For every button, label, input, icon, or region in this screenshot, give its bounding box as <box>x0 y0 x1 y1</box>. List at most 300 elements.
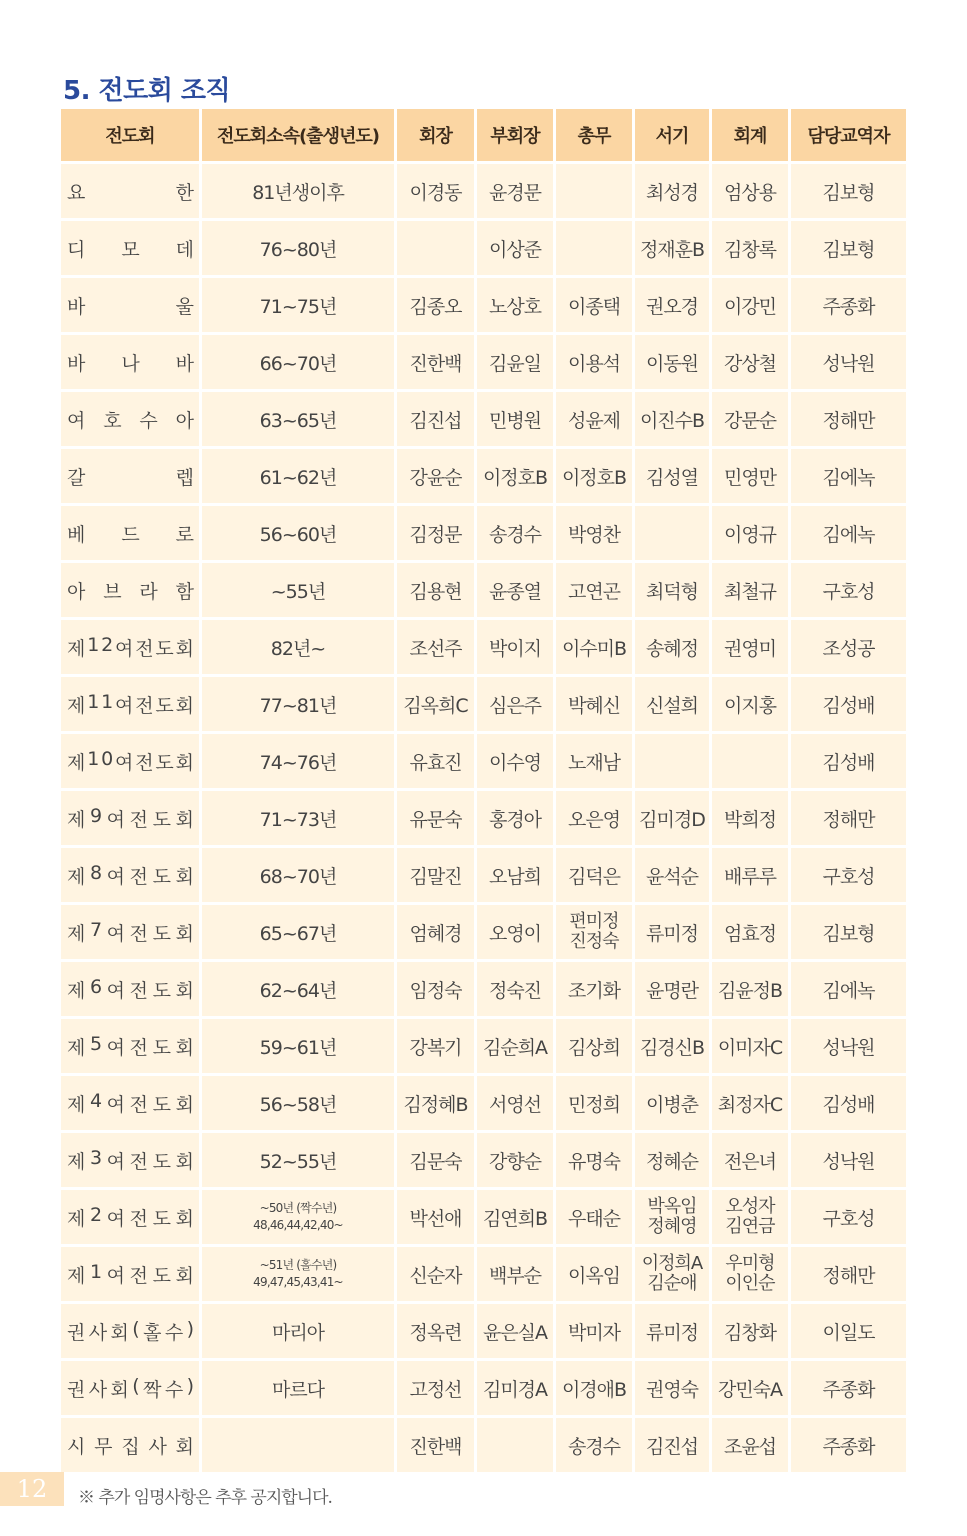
vice-chair-cell <box>477 962 556 1019</box>
group-name-char: 사 <box>88 1321 107 1344</box>
group-name-char: 전 <box>135 694 153 717</box>
pastor-cell <box>791 677 906 734</box>
group-name-cell <box>61 164 202 221</box>
vice-chair-cell <box>477 392 556 449</box>
group-name-char: 회 <box>175 922 193 945</box>
birth-year-cell <box>202 563 397 620</box>
group-name-char: 여 <box>115 751 133 774</box>
vice-chair-cell <box>477 905 556 962</box>
group-name <box>67 235 193 262</box>
vice-chair-text: 김미경A <box>482 1378 548 1401</box>
group-name-cell <box>61 335 202 392</box>
chair-cell <box>397 962 477 1019</box>
table-row <box>61 1133 906 1190</box>
birth-year-cell <box>202 1133 397 1190</box>
birth-year-text: 52~55년 <box>259 1150 337 1173</box>
chair-text: 박선애 <box>409 1207 462 1230</box>
secretary-cell <box>635 620 712 677</box>
general-affairs-text: 이수미B <box>561 637 627 660</box>
chair-text: 김옥희C <box>403 694 468 717</box>
general-affairs-text: 이종택 <box>567 295 621 318</box>
group-name <box>67 1147 193 1174</box>
vice-chair-cell <box>477 335 556 392</box>
general-affairs-text: 유명숙 <box>567 1150 621 1173</box>
vice-chair-text: 강향순 <box>488 1150 542 1173</box>
treasurer-cell <box>712 848 791 905</box>
general-affairs-cell <box>556 1247 635 1304</box>
secretary-cell <box>635 449 712 506</box>
group-name-char: 제 <box>67 1264 85 1287</box>
secretary-text: 정혜순 <box>645 1150 699 1173</box>
general-affairs-cell <box>556 1304 635 1361</box>
birth-year-cell <box>202 392 397 449</box>
page-number: 12 <box>0 1472 64 1506</box>
group-name-char: 짝 <box>143 1378 161 1401</box>
group-name-char: 전 <box>129 922 147 945</box>
vice-chair-text: 홍경아 <box>488 808 542 831</box>
header-vice-chair: 부회장 <box>477 109 556 164</box>
group-name-char: 제 <box>67 922 85 945</box>
birth-year-text: 76~80년 <box>259 238 337 261</box>
group-name-cell <box>61 1190 202 1247</box>
group-name <box>67 292 193 319</box>
birth-year-text: 71~75년 <box>259 295 337 318</box>
group-name <box>67 349 193 376</box>
pastor-text: 구호성 <box>822 865 875 888</box>
vice-chair-text: 김윤일 <box>488 352 542 375</box>
page-title: 5. 전도회 조직 <box>63 76 231 106</box>
group-name <box>67 577 193 604</box>
group-name-char: 호 <box>103 409 121 432</box>
vice-chair-text: 윤은실A <box>482 1321 548 1344</box>
group-name-char: 여 <box>115 637 133 660</box>
chair-text: 김정문 <box>409 523 462 546</box>
group-name-char: 드 <box>121 523 139 546</box>
group-name-char: 2 <box>101 633 113 656</box>
vice-chair-text: 김연희B <box>482 1207 548 1230</box>
birth-year-text: 56~60년 <box>259 523 337 546</box>
table-row <box>61 1361 906 1418</box>
pastor-cell <box>791 1190 906 1247</box>
group-name-char: 렙 <box>175 466 193 489</box>
treasurer-text: 김연금 <box>725 1216 775 1237</box>
group-name-cell <box>61 962 202 1019</box>
group-name-char: 도 <box>155 694 173 717</box>
group-name-char: 제 <box>67 979 85 1002</box>
table-row <box>61 1304 906 1361</box>
treasurer-cell <box>712 1418 791 1472</box>
group-name-cell <box>61 1418 202 1472</box>
treasurer-cell <box>712 620 791 677</box>
pastor-cell <box>791 620 906 677</box>
treasurer-text: 강민숙A <box>717 1378 783 1401</box>
group-name-char: 8 <box>89 861 102 884</box>
secretary-cell <box>635 335 712 392</box>
birth-year-text: ~55년 <box>270 580 326 603</box>
secretary-text: 류미정 <box>645 922 699 945</box>
vice-chair-text: 송경수 <box>488 523 542 546</box>
group-name-char: 사 <box>148 1435 166 1458</box>
pastor-text: 김성배 <box>822 1093 875 1116</box>
vice-chair-cell <box>477 1304 556 1361</box>
vice-chair-cell <box>477 791 556 848</box>
birth-year-text: 49,47,45,43,41~ <box>253 1275 343 1289</box>
general-affairs-cell <box>556 848 635 905</box>
group-name <box>67 805 193 832</box>
group-name-char: ) <box>186 1317 193 1340</box>
pastor-cell <box>791 962 906 1019</box>
birth-year-text: 56~58년 <box>259 1093 337 1116</box>
group-name <box>67 178 193 205</box>
chair-cell <box>397 1019 477 1076</box>
secretary-cell <box>635 278 712 335</box>
group-name-char: 제 <box>67 751 85 774</box>
table-row <box>61 221 906 278</box>
group-name-char: 바 <box>67 295 85 318</box>
pastor-text: 성낙원 <box>822 352 875 375</box>
general-affairs-cell <box>556 1190 635 1247</box>
group-name-char: 회 <box>175 1093 193 1116</box>
group-name-char: 도 <box>155 751 173 774</box>
birth-year-cell <box>202 164 397 221</box>
general-affairs-cell <box>556 677 635 734</box>
group-name-char: 권 <box>67 1321 85 1344</box>
group-name-char: 수 <box>139 409 157 432</box>
birth-year-text: ~51년 (홀수년) <box>259 1258 337 1273</box>
chair-cell <box>397 791 477 848</box>
table-body <box>61 164 906 1472</box>
group-name-char: 0 <box>101 747 113 770</box>
vice-chair-text: 이수영 <box>488 751 542 774</box>
group-name-char: 회 <box>175 808 193 831</box>
treasurer-text: 민영만 <box>723 466 777 489</box>
vice-chair-cell <box>477 1361 556 1418</box>
group-name-char: 도 <box>155 637 173 660</box>
vice-chair-cell <box>477 1133 556 1190</box>
secretary-cell <box>635 1361 712 1418</box>
chair-cell <box>397 1361 477 1418</box>
chair-cell <box>397 221 477 278</box>
secretary-text: 최덕형 <box>645 580 699 603</box>
group-name-char: 제 <box>67 1150 85 1173</box>
treasurer-cell <box>712 962 791 1019</box>
chair-cell <box>397 1418 477 1472</box>
table-row <box>61 791 906 848</box>
birth-year-cell <box>202 1247 397 1304</box>
group-name-cell <box>61 1133 202 1190</box>
vice-chair-text: 오남희 <box>488 865 542 888</box>
group-name <box>67 406 193 433</box>
secretary-text: 박옥임 <box>647 1195 697 1217</box>
general-affairs-text: 고연곤 <box>567 580 621 603</box>
secretary-cell <box>635 563 712 620</box>
group-name-cell <box>61 620 202 677</box>
group-name-char: 회 <box>175 751 193 774</box>
pastor-cell <box>791 734 906 791</box>
group-name-char: 함 <box>175 580 193 603</box>
header-pastor: 담당교역자 <box>791 109 906 164</box>
vice-chair-text: 정숙진 <box>488 979 542 1002</box>
birth-year-cell <box>202 1361 397 1418</box>
birth-year-text: 71~73년 <box>259 808 337 831</box>
group-name-cell <box>61 278 202 335</box>
birth-year-cell <box>202 1304 397 1361</box>
pastor-text: 정해만 <box>822 1264 875 1287</box>
group-name <box>67 463 193 490</box>
group-name-char: 한 <box>175 181 193 204</box>
secretary-cell <box>635 1304 712 1361</box>
vice-chair-cell <box>477 506 556 563</box>
pastor-cell <box>791 278 906 335</box>
secretary-text: 이정희A <box>641 1252 703 1274</box>
vice-chair-cell <box>477 164 556 221</box>
chair-text: 정옥련 <box>409 1321 462 1344</box>
group-name <box>67 520 193 547</box>
secretary-cell <box>635 506 712 563</box>
pastor-text: 구호성 <box>822 1207 875 1230</box>
group-name-char: 전 <box>135 751 153 774</box>
chair-text: 김말진 <box>409 865 462 888</box>
treasurer-cell <box>712 1304 791 1361</box>
chair-text: 김진섭 <box>409 409 462 432</box>
group-name-char: 라 <box>139 580 157 603</box>
group-name-cell <box>61 848 202 905</box>
secretary-cell <box>635 677 712 734</box>
general-affairs-text: 김덕은 <box>567 865 621 888</box>
birth-year-cell <box>202 848 397 905</box>
group-name-cell <box>61 734 202 791</box>
group-name-char: 여 <box>106 922 125 945</box>
group-name-char: 무 <box>94 1435 112 1458</box>
group-name-cell <box>61 1304 202 1361</box>
secretary-cell <box>635 1418 712 1472</box>
table-row <box>61 278 906 335</box>
table-row <box>61 848 906 905</box>
birth-year-text: 74~76년 <box>259 751 337 774</box>
general-affairs-text: 민정희 <box>567 1093 621 1116</box>
treasurer-cell <box>712 1133 791 1190</box>
pastor-cell <box>791 905 906 962</box>
chair-text: 엄혜경 <box>409 922 462 945</box>
group-name-char: 회 <box>110 1378 128 1401</box>
secretary-text: 최성경 <box>645 181 699 204</box>
treasurer-cell <box>712 1361 791 1418</box>
birth-year-text: 77~81년 <box>259 694 337 717</box>
chair-cell <box>397 905 477 962</box>
treasurer-cell <box>712 1190 791 1247</box>
treasurer-cell <box>712 164 791 221</box>
group-name <box>67 691 193 718</box>
group-name-char: 1 <box>87 690 99 713</box>
group-name-char: 나 <box>121 352 139 375</box>
treasurer-text: 배루루 <box>723 865 777 888</box>
group-name-char: 전 <box>129 865 147 888</box>
general-affairs-cell <box>556 449 635 506</box>
treasurer-cell <box>712 1019 791 1076</box>
pastor-text: 구호성 <box>822 580 875 603</box>
pastor-text: 김보형 <box>822 181 875 204</box>
chair-text: 이경동 <box>409 181 462 204</box>
group-name-char: 여 <box>115 694 133 717</box>
chair-cell <box>397 392 477 449</box>
general-affairs-cell <box>556 278 635 335</box>
group-name-char: 회 <box>175 1207 193 1230</box>
chair-text: 조선주 <box>409 637 462 660</box>
group-name-char: 여 <box>106 865 125 888</box>
secretary-text: 이병춘 <box>645 1093 699 1116</box>
pastor-cell <box>791 563 906 620</box>
chair-cell <box>397 1133 477 1190</box>
general-affairs-text: 성윤제 <box>567 409 621 432</box>
header-chair: 회장 <box>397 109 477 164</box>
general-affairs-cell <box>556 563 635 620</box>
secretary-cell <box>635 392 712 449</box>
birth-year-cell <box>202 905 397 962</box>
chair-cell <box>397 1190 477 1247</box>
table-row <box>61 620 906 677</box>
secretary-cell <box>635 962 712 1019</box>
group-name-char: 갈 <box>67 466 85 489</box>
group-name-char: 회 <box>110 1321 128 1344</box>
group-name-cell <box>61 905 202 962</box>
general-affairs-text: 송경수 <box>567 1435 621 1458</box>
pastor-text: 정해만 <box>822 409 875 432</box>
group-name-char: 회 <box>175 1150 193 1173</box>
vice-chair-cell <box>477 1247 556 1304</box>
secretary-text: 김경신B <box>639 1036 705 1059</box>
birth-year-cell <box>202 620 397 677</box>
treasurer-text: 조윤섭 <box>723 1435 777 1458</box>
table-row <box>61 164 906 221</box>
secretary-text: 신설희 <box>645 694 699 717</box>
treasurer-text: 엄효정 <box>723 922 777 945</box>
secretary-text: 이진수B <box>639 409 705 432</box>
secretary-cell <box>635 1019 712 1076</box>
table-row <box>61 506 906 563</box>
secretary-text: 김진섭 <box>645 1435 699 1458</box>
treasurer-text: 최정자C <box>717 1093 783 1116</box>
group-name <box>67 862 193 889</box>
table-row <box>61 734 906 791</box>
general-affairs-cell <box>556 1361 635 1418</box>
chair-cell <box>397 1247 477 1304</box>
chair-cell <box>397 1076 477 1133</box>
group-name-char: 제 <box>67 694 85 717</box>
group-name-char: 여 <box>67 409 85 432</box>
general-affairs-text: 이용석 <box>567 352 621 375</box>
group-name-char: 제 <box>67 637 85 660</box>
group-name-char: 전 <box>129 808 147 831</box>
chair-text: 임정숙 <box>409 979 462 1002</box>
pastor-text: 김에녹 <box>822 979 875 1002</box>
group-name-char: 수 <box>164 1378 183 1401</box>
pastor-text: 주종화 <box>822 295 875 318</box>
pastor-text: 김보형 <box>822 238 875 261</box>
header-general-affairs: 총무 <box>556 109 635 164</box>
group-name-char: 집 <box>121 1435 139 1458</box>
treasurer-cell <box>712 677 791 734</box>
birth-year-text: 62~64년 <box>259 979 337 1002</box>
group-name-char: 도 <box>152 808 170 831</box>
vice-chair-cell <box>477 620 556 677</box>
chair-text: 강복기 <box>409 1036 462 1059</box>
chair-cell <box>397 677 477 734</box>
group-name-char: 도 <box>152 922 170 945</box>
group-name-char: 도 <box>152 1150 170 1173</box>
vice-chair-text: 민병원 <box>488 409 542 432</box>
secretary-text: 윤석순 <box>645 865 699 888</box>
group-name-char: 권 <box>67 1378 85 1401</box>
pastor-text: 주종화 <box>822 1435 875 1458</box>
treasurer-text: 강문순 <box>723 409 777 432</box>
header-birth-year: 전도회소속(출생년도) <box>202 109 397 164</box>
table-row <box>61 392 906 449</box>
general-affairs-text: 이옥임 <box>567 1264 621 1287</box>
birth-year-text: 59~61년 <box>259 1036 337 1059</box>
group-name-char: 전 <box>129 1264 147 1287</box>
secretary-text: 김성열 <box>645 466 699 489</box>
group-name-char: 시 <box>67 1435 85 1458</box>
group-name <box>67 748 193 775</box>
pastor-text: 성낙원 <box>822 1036 875 1059</box>
secretary-cell <box>635 734 712 791</box>
secretary-cell <box>635 1190 712 1247</box>
birth-year-cell <box>202 335 397 392</box>
general-affairs-cell <box>556 506 635 563</box>
table-row <box>61 677 906 734</box>
treasurer-cell <box>712 392 791 449</box>
secretary-cell <box>635 848 712 905</box>
general-affairs-cell <box>556 164 635 221</box>
birth-year-text: 48,46,44,42,40~ <box>253 1218 343 1232</box>
group-name-char: 1 <box>87 747 99 770</box>
organization-table <box>61 109 906 1472</box>
group-name-char: 브 <box>103 580 121 603</box>
group-name-char: 6 <box>89 975 102 998</box>
chair-text: 진한백 <box>409 1435 462 1458</box>
header-secretary: 서기 <box>635 109 712 164</box>
secretary-text: 김순애 <box>647 1273 697 1294</box>
group-name <box>67 1375 193 1402</box>
group-name-cell <box>61 1247 202 1304</box>
vice-chair-cell <box>477 221 556 278</box>
secretary-text: 권오경 <box>645 295 699 318</box>
group-name-char: 울 <box>175 295 193 318</box>
birth-year-text: 65~67년 <box>259 922 337 945</box>
general-affairs-cell <box>556 734 635 791</box>
table-header-row <box>61 109 906 164</box>
secretary-cell <box>635 905 712 962</box>
chair-cell <box>397 1304 477 1361</box>
pastor-cell <box>791 1418 906 1472</box>
table-row <box>61 1076 906 1133</box>
group-name-char: 여 <box>106 808 125 831</box>
treasurer-cell <box>712 335 791 392</box>
group-name-char: 로 <box>175 523 193 546</box>
group-name-cell <box>61 449 202 506</box>
treasurer-text: 강상철 <box>723 352 777 375</box>
chair-text: 김용현 <box>409 580 462 603</box>
general-affairs-text: 박혜신 <box>567 694 621 717</box>
group-name-char: 전 <box>129 1093 147 1116</box>
treasurer-text: 이미자C <box>717 1036 783 1059</box>
group-name-char: 제 <box>67 1036 85 1059</box>
birth-year-text: 81년생이후 <box>252 181 344 204</box>
vice-chair-text: 박이지 <box>488 637 542 660</box>
group-name-char: 1 <box>101 690 113 713</box>
general-affairs-text: 박미자 <box>567 1321 621 1344</box>
vice-chair-text: 심은주 <box>488 694 542 717</box>
